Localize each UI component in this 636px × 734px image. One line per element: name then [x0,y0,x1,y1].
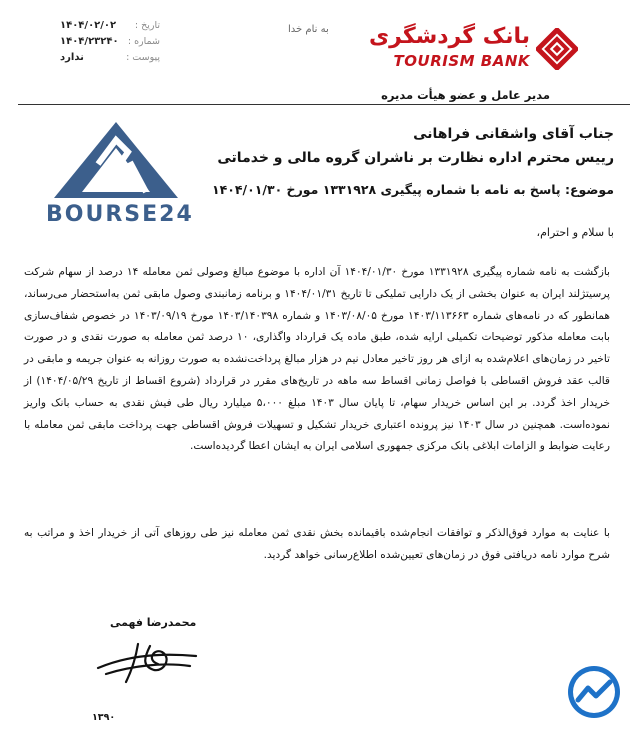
body-paragraph: بازگشت به نامه شماره پیگیری ۱۳۳۱۹۲۸ مورخ ۱۴۰۴/۰۱/۳۰ آن اداره با موضوع مبالغ وصولی ثمن معامله ۱۴ درصد از سهام شرکت پرسیتژلند ایران به عنوان بخشی از یک دارایی تملیکی تا تاریخ ۱۴۰۴/۰۱/۳۱ و برنامه زمانبندی وصول مابقی ثمن به‌استحضار می‌رساند، همانطور که در نامه‌های شماره ۱۴۰۳/۱۱۳۶۶۳ مورخ ۱۴۰۳/۰۸/۰۵ و شماره ۱۴۰۳/۱۴۰۳۹۸ مورخ ۱۴۰۳/۰۹/۱۹ در خصوص شفاف‌سازی بابت معامله مذکور توضیحات تکمیلی ارایه شده، طبق ماده یک قرارداد واگذاری، ۱۰ درصد ثمن معامله به صورت نقدی و در صورت تاخیر در زمان‌های اعلام‌شده به ازای هر روز تاخیر معادل نیم در هزار مبالغ پرداخت‌نشده به صورت روزانه به عنوان جریمه و مابقی در قالب عقد فروش اقساطی با فواصل زمانی اقساط سه ماهه در تاریخ‌های مقرر در قرارداد (شروع اقساط از تاریخ ۱۴۰۴/۰۵/۲۹) از خریدار اخذ گردد. بر این اساس خریدار سهام، تا پایان سال ۱۴۰۳ مبلغ ۵،۰۰۰ میلیارد ریال طی فیش نقدی به حساب بانک واریز نموده‌است. همچنین در سال ۱۴۰۳ نیز پرونده اعتباری خریدار تشکیل و تسهیلات فروش اقساطی جهت پرداخت مابقی ثمن معامله با رعایت ضوابط و الزامات ابلاغی بانک مرکزی جمهوری اسلامی ایران به ایشان اعطا گردیده‌است. [24,266,611,453]
recipient-title: رییس محترم اداره نظارت بر ناشران گروه مالی و خدماتی [217,150,614,166]
greeting: با سلام و احترام، [536,226,614,239]
bank-name-en: TOURISM BANK [393,52,530,70]
number-row [60,34,160,50]
attachment-row [60,50,160,66]
footer-number: ۱۳۹۰ [92,712,116,723]
number-value: ۱۴۰۴/۲۳۲۴۰ [60,36,119,47]
closing-paragraph: با عنایت به موارد فوق‌الذکر و توافقات انجام‌شده باقیمانده بخش نقدی ثمن معامله نیز طی روزهای آتی از خریدار اخذ و مراتب به شرح موارد نامه دریافتی فوق در زمان‌های تعیین‌شده اطلاع‌رسانی خواهد گردید. [24,527,610,561]
recipient-name: جناب آقای واشقانی فراهانی [413,126,614,142]
bourse24-emblem-icon [46,118,186,202]
signature-image [92,636,202,686]
bourse24-wordmark: BOURSE24 [46,202,194,227]
signatory-name: محمدرضا فهمی [110,616,197,629]
chart-watermark-icon [566,664,622,720]
bourse24-logo [46,118,194,230]
letter-subject: موضوع: پاسخ به نامه با شماره پیگیری ۱۳۳۱۹۲۸ مورخ ۱۴۰۴/۰۱/۳۰ [212,182,614,197]
header-divider [18,104,630,105]
number-label: شماره : [127,36,160,47]
bank-name-fa: بانک گردشگری [368,24,530,49]
date-value: ۱۴۰۴/۰۲/۰۲ [60,20,117,31]
bank-logo [368,24,578,76]
sender-title: مدیر عامل و عضو هیأت مدیره [381,88,550,102]
invocation: به نام خدا [288,24,329,35]
attachment-value: ندارد [60,52,84,63]
date-label: تاریخ : [134,20,160,31]
letter-meta [60,18,160,66]
letter-body [24,262,610,458]
date-row [60,18,160,34]
attachment-label: پیوست : [126,52,160,63]
bank-emblem-icon [536,28,578,70]
